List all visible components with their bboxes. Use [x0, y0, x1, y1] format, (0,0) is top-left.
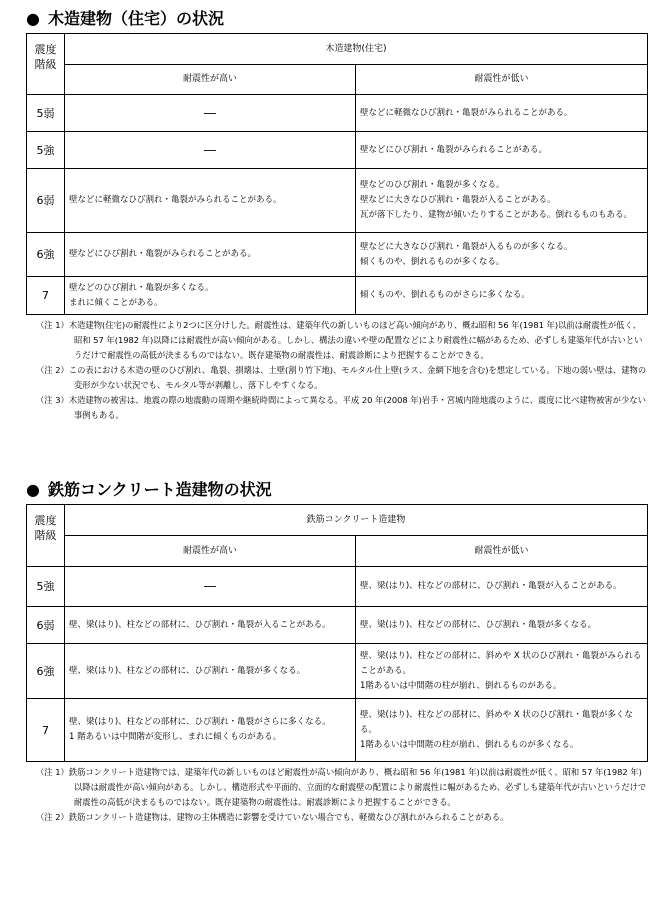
bullet-icon: ●: [26, 480, 40, 499]
rc-section: [26, 479, 648, 825]
damage-high-cell: [65, 607, 356, 644]
footnote-text: この表における木造の壁のひび割れ、亀裂、損壊は、土壁(割り竹下地)、モルタル仕上壁(ラス、金網下地を含む)を想定している。下地の弱い壁は、建物の変形が少ない状況でも、モルタル等が剥離し、落下しやすくなる。: [68, 365, 647, 390]
cell-line: 壁、梁(はり)、柱などの部材に、ひび割れ・亀裂が入ることがある。: [360, 581, 622, 591]
cell-line: 壁、梁(はり)、柱などの部材に、斜めや X 状のひび割れ・亀裂がみられることがある。: [360, 650, 642, 676]
footnote: [26, 393, 648, 423]
cell-line: 壁などに大きなひび割れ・亀裂が入ることがある。: [360, 195, 556, 205]
intensity-level: 6強: [27, 233, 65, 277]
footnote-label: （注 3）: [36, 395, 69, 405]
intensity-level: 6強: [27, 644, 65, 699]
cell-line: 傾くものや、倒れるものが多くなる。: [360, 256, 505, 267]
footnote-text: 木造建物(住宅)の耐震性により2つに区分けした。耐震性は、建築年代の新しいものほど高い傾向があり、概ね昭和 56 年(1981 年)以前は耐震性が低く、昭和 57 年(1982 年)以降には耐震性が高い傾向がある。しかし、構法の違いや壁の配置などにより耐震性に幅があるため、必ずしも建築年代が古いというだけで耐震性の高低が決まるものではない。既存建築物の耐震性は、耐震診断により把握することができる。: [68, 320, 643, 360]
group-header: 木造建物(住宅): [65, 34, 648, 65]
wood-section: [26, 8, 648, 423]
cell-line: ―: [204, 579, 216, 593]
cell-line: 壁などに軽微なひび割れ・亀裂がみられることがある。: [69, 195, 282, 205]
cell-line: 壁などにひび割れ・亀裂がみられることがある。: [69, 249, 257, 259]
damage-high-cell: [65, 95, 356, 132]
footnote-label: （注 2）: [36, 365, 69, 375]
cell-line: 壁などに軽微なひび割れ・亀裂がみられることがある。: [360, 107, 573, 118]
col-low-header: 耐震性が低い: [356, 65, 648, 95]
damage-low-cell: [356, 607, 648, 644]
cell-line: 壁、梁(はり)、柱などの部材に、ひび割れ・亀裂が入ることがある。: [69, 619, 331, 630]
rc-table: [26, 504, 648, 762]
intensity-level: 7: [27, 277, 65, 315]
footnote-label: （注 2）: [36, 812, 69, 822]
damage-high-cell: [65, 169, 356, 233]
intensity-level: 6弱: [27, 607, 65, 644]
damage-low-cell: [356, 95, 648, 132]
cell-line: まれに傾くことがある。: [69, 297, 163, 308]
table-row: [27, 607, 648, 644]
rc-notes: [26, 765, 648, 825]
table-row: [27, 132, 648, 169]
damage-high-cell: [65, 644, 356, 699]
col-low-header: 耐震性が低い: [356, 536, 648, 567]
intensity-level: 7: [27, 699, 65, 762]
intensity-level: 5弱: [27, 95, 65, 132]
footnote: [26, 810, 648, 825]
damage-low-cell: [356, 699, 648, 762]
footnote: [26, 363, 648, 393]
footnote: [26, 765, 648, 810]
damage-low-cell: [356, 132, 648, 169]
cell-line: ―: [204, 142, 216, 157]
cell-line: 傾くものや、倒れるものがさらに多くなる。: [360, 290, 530, 300]
intensity-level: 5強: [27, 132, 65, 169]
footnote-label: （注 1）: [36, 320, 69, 330]
cell-line: 壁などにひび割れ・亀裂がみられることがある。: [360, 144, 548, 155]
col-high-header: 耐震性が高い: [65, 65, 356, 95]
footnote: [26, 318, 648, 363]
cell-line: 壁、梁(はり)、柱などの部材に、斜めや X 状のひび割れ・亀裂が多くなる。: [360, 709, 633, 735]
wood-section-title: ● 木造建物（住宅）の状況: [26, 9, 225, 28]
col-high-header: 耐震性が高い: [65, 536, 356, 567]
damage-low-cell: [356, 277, 648, 315]
table-row: [27, 95, 648, 132]
table-row: [27, 233, 648, 277]
cell-line: 1階あるいは中間階の柱が崩れ、倒れるものがある。: [360, 680, 562, 691]
cell-line: 1 階あるいは中間階が変形し、まれに傾くものがある。: [69, 732, 282, 742]
group-header: 鉄筋コンクリート造建物: [65, 505, 648, 536]
cell-line: 1階あるいは中間階の柱が崩れ、倒れるものが多くなる。: [360, 739, 579, 750]
cell-line: 壁などのひび割れ・亀裂が多くなる。: [360, 180, 505, 190]
cell-line: 壁などのひび割れ・亀裂が多くなる。: [69, 282, 214, 293]
cell-line: 瓦が落下したり、建物が傾いたりすることがある。倒れるものもある。: [360, 210, 633, 220]
cell-line: 壁、梁(はり)、柱などの部材に、ひび割れ・亀裂が多くなる。: [360, 619, 597, 630]
cell-line: ―: [204, 105, 216, 120]
damage-high-cell: [65, 699, 356, 762]
intensity-level: 5強: [27, 567, 65, 607]
wood-notes: [26, 318, 648, 423]
damage-low-cell: [356, 567, 648, 607]
table-row: [27, 277, 648, 315]
level-header: 震度 階級: [27, 34, 65, 95]
damage-high-cell: [65, 277, 356, 315]
table-row: [27, 644, 648, 699]
cell-line: 壁などに大きなひび割れ・亀裂が入るものが多くなる。: [360, 241, 573, 252]
cell-line: 壁、梁(はり)、柱などの部材に、ひび割れ・亀裂がさらに多くなる。: [69, 717, 331, 727]
cell-line: 壁、梁(はり)、柱などの部材に、ひび割れ・亀裂が多くなる。: [69, 665, 306, 676]
wood-table: [26, 33, 648, 315]
damage-high-cell: [65, 567, 356, 607]
footnote-text: 木造建物の被害は、地震の際の地震動の周期や継続時間によって異なる。平成 20 年(2008 年)岩手・宮城内陸地震のように、震度に比べ建物被害が少ない事例もある。: [68, 395, 646, 420]
damage-high-cell: [65, 132, 356, 169]
table-row: [27, 699, 648, 762]
damage-high-cell: [65, 233, 356, 277]
footnote-label: （注 1）: [36, 767, 69, 777]
intensity-level: 6弱: [27, 169, 65, 233]
level-header: 震度 階級: [27, 505, 65, 567]
table-row: [27, 169, 648, 233]
footnote-text: 鉄筋コンクリート造建物は、建物の主体構造に影響を受けていない場合でも、軽微なひび割れがみられることがある。: [68, 812, 509, 822]
damage-low-cell: [356, 233, 648, 277]
damage-low-cell: [356, 644, 648, 699]
bullet-icon: ●: [26, 9, 40, 28]
damage-low-cell: [356, 169, 648, 233]
table-row: [27, 567, 648, 607]
rc-section-title: ● 鉄筋コンクリート造建物の状況: [26, 480, 272, 499]
footnote-text: 鉄筋コンクリート造建物では、建築年代の新しいものほど耐震性が高い傾向があり、概ね昭和 56 年(1981 年)以前は耐震性が低く、昭和 57 年(1982 年)以降は耐震性が高い傾向がある。しかし、構造形式や平面的、立面的な耐震壁の配置により耐震性に幅があるため、必ずしも建築年代が古いというだけで耐震性の高低が決まるものではない。既存建築物の耐震性は、耐震診断により把握することができる。: [68, 767, 647, 807]
